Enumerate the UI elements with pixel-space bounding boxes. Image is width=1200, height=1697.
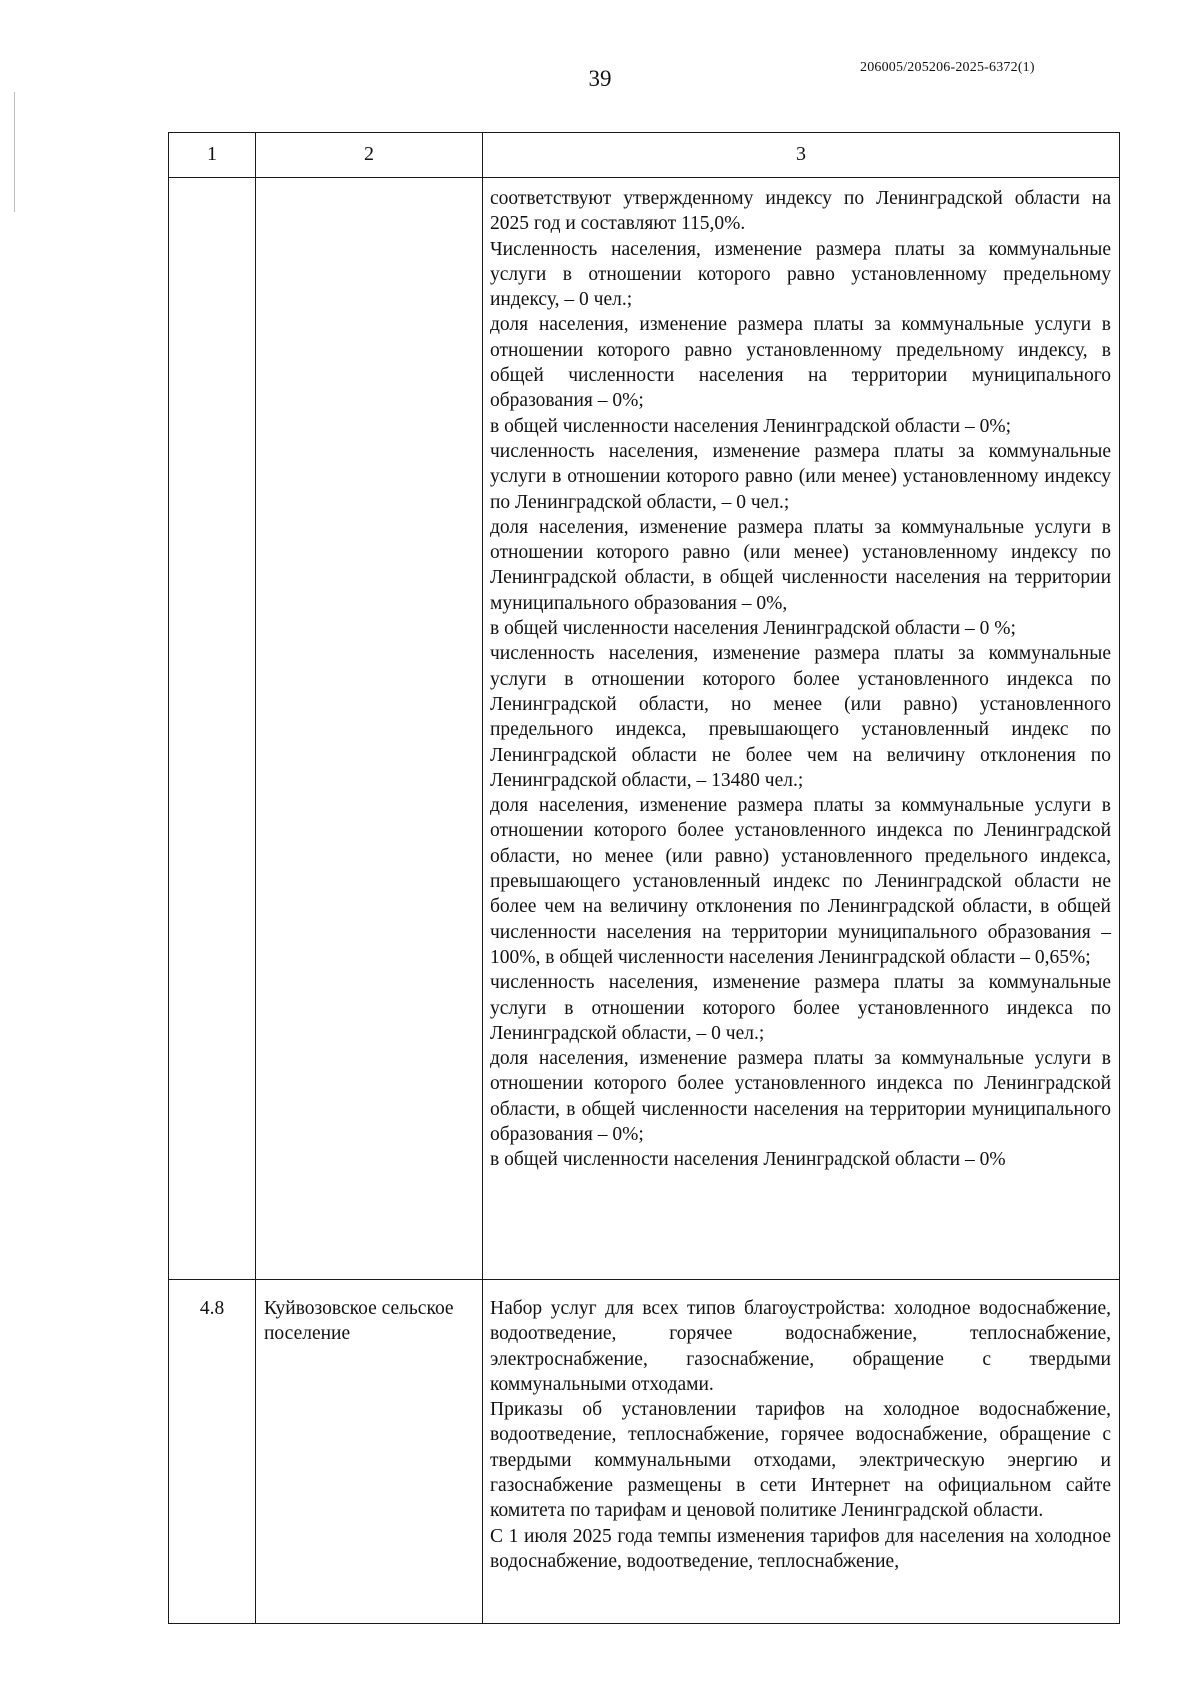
- column-header-2: 2: [256, 133, 483, 178]
- paragraph: в общей численности населения Ленинградской области – 0%: [490, 1149, 1006, 1171]
- paragraph: соответствуют утвержденному индексу по Ленинградской области на 2025 год и составляют 115,0%.: [490, 188, 1111, 235]
- description-cell: [483, 1280, 1120, 1624]
- paragraph: Приказы об установлении тарифов на холодное водоснабжение, водоотведение, теплоснабжение, горячее водоснабжение, обращение с твердыми коммунальными отходами, электрическую энергию и газоснабжение размещены в сети Интернет на официальном сайте комитета по тарифам и ценовой политике Ленинградской области.: [490, 1399, 1111, 1522]
- paragraph: доля населения, изменение размера платы за коммунальные услуги в отношении которого равно (или менее) установленному индексу по Ленинградской области, в общей численности населения на территории муниципального образования – 0%,: [490, 516, 1111, 614]
- paragraph: в общей численности населения Ленинградской области – 0 %;: [490, 618, 1016, 640]
- scan-mark: [14, 92, 15, 212]
- paragraph: в общей численности населения Ленинградской области – 0%;: [490, 415, 1012, 437]
- page-number: 39: [588, 66, 612, 91]
- paragraph: доля населения, изменение размера платы за коммунальные услуги в отношении которого более установленного индекса по Ленинградской области, но менее (или равно) установленного предельного индекса, превышающего установленный индекс по Ленинградской области не более чем на величину отклонения по Ленинградской области, в общей численности населения на территории муниципального образования – 100%, в общей численности населения Ленинградской области – 0,65%;: [490, 795, 1111, 968]
- settlement-name-cell: Куйвозовское сельское поселение: [256, 1280, 483, 1624]
- paragraph: численность населения, изменение размера платы за коммунальные услуги в отношении которого более установленного индекса по Ленинградской области, но менее (или равно) установленного предельного индекса, превышающего установленный индекс по Ленинградской области не более чем на величину отклонения по Ленинградской области, – 13480 чел.;: [490, 643, 1111, 791]
- document-id: 206005/205206-2025-6372(1): [860, 60, 1035, 75]
- column-header-1: 1: [169, 133, 256, 178]
- row-number-cell: 4.8: [169, 1280, 256, 1624]
- paragraph: Численность населения, изменение размера платы за коммунальные услуги в отношении которого равно установленному предельному индексу, – 0 чел.;: [490, 238, 1111, 311]
- main-table: [168, 132, 1120, 1624]
- table-row: [169, 1280, 1120, 1624]
- table-header-row: [169, 133, 1120, 178]
- paragraph: доля населения, изменение размера платы за коммунальные услуги в отношении которого равно установленному предельному индексу, в общей численности населения на территории муниципального образования – 0%;: [490, 314, 1111, 412]
- table-row: [169, 178, 1120, 1280]
- paragraph: Набор услуг для всех типов благоустройства: холодное водоснабжение, водоотведение, горячее водоснабжение, теплоснабжение, электроснабжение, газоснабжение, обращение с твердыми коммунальными отходами.: [490, 1298, 1111, 1395]
- row-number-cell: [169, 178, 256, 1280]
- paragraph: доля населения, изменение размера платы за коммунальные услуги в отношении которого более установленного индекса по Ленинградской области, в общей численности населения на территории муниципального образования – 0%;: [490, 1048, 1111, 1145]
- column-header-3: 3: [483, 133, 1120, 178]
- paragraph: численность населения, изменение размера платы за коммунальные услуги в отношении которого более установленного индекса по Ленинградской области, – 0 чел.;: [490, 972, 1111, 1044]
- paragraph: численность населения, изменение размера платы за коммунальные услуги в отношении которого равно (или менее) установленному индексу по Ленинградской области, – 0 чел.;: [490, 440, 1111, 513]
- description-cell: [483, 178, 1120, 1280]
- settlement-name-cell: [256, 178, 483, 1280]
- paragraph: С 1 июля 2025 года темпы изменения тарифов для населения на холодное водоснабжение, водоотведение, теплоснабжение,: [490, 1525, 1111, 1572]
